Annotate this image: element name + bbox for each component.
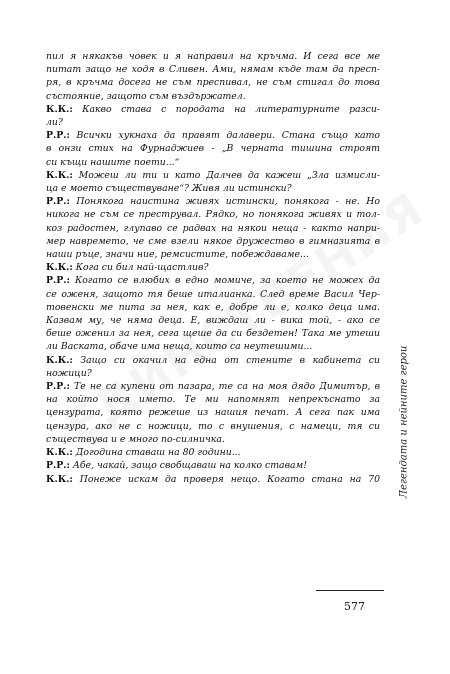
text-line bbox=[46, 169, 380, 182]
text-line bbox=[46, 248, 380, 261]
text-line bbox=[46, 354, 380, 367]
text-line bbox=[46, 261, 380, 274]
speaker-label: Р.Р.: bbox=[46, 275, 70, 287]
text-line bbox=[46, 473, 380, 486]
line-text: ли? bbox=[46, 117, 63, 129]
text-line bbox=[46, 446, 380, 459]
speaker-label: К.К.: bbox=[46, 354, 73, 366]
footer-rule bbox=[316, 590, 384, 591]
text-line bbox=[46, 156, 380, 169]
speaker-label: Р.Р.: bbox=[46, 460, 70, 472]
interview-text bbox=[46, 50, 380, 486]
speaker-label: Р.Р.: bbox=[46, 196, 70, 208]
line-text: Понеже искам да проверя нещо. Когато стана на 70 bbox=[72, 473, 380, 485]
line-text: беше оженил за нея, сега щеше да си бездетен! Така ме утеши bbox=[46, 328, 380, 340]
text-line bbox=[46, 195, 380, 208]
speaker-label: К.К.: bbox=[46, 103, 73, 115]
line-text: никога не съм се преструвал. Рядко, но понякога живях и тол- bbox=[46, 209, 380, 221]
line-text: пил я някакъв човек и я направил на кръчма. И сега все ме bbox=[46, 51, 380, 62]
line-text: Можеш ли ти и като Далчев да кажеш „Зла измисли- bbox=[72, 169, 380, 181]
text-line bbox=[46, 129, 380, 142]
text-line bbox=[46, 76, 380, 89]
text-line bbox=[46, 50, 380, 63]
line-text: ца е моето съществуване“? Живя ли истински? bbox=[46, 183, 292, 195]
line-text: Понякога наистина живях истински, понякога - не. Но bbox=[69, 196, 380, 208]
line-text: Догодина ставаш на 80 години... bbox=[72, 447, 241, 459]
line-text: Кога си бил най-щастлив? bbox=[72, 262, 209, 274]
speaker-label: К.К.: bbox=[46, 447, 73, 459]
line-text: състояние, защото съм въздържател. bbox=[46, 90, 246, 102]
line-text: товенски ме пита за нея, как е, добре ли е, колко деца има. bbox=[46, 301, 380, 313]
line-text: Казвам му, че няма деца. Е, виждаш ли - вика той, - ако се bbox=[46, 315, 380, 327]
line-text: цензура, ако не с ножици, то с внушения, с намеци, тя си bbox=[46, 420, 380, 432]
line-text: мер навремето, че сме взели някое дружество в гимназията в bbox=[46, 235, 380, 247]
line-text: коз радостен, глупаво се радвах на някои неща - както напри- bbox=[46, 222, 380, 234]
side-running-title: Легендата и нейните герои bbox=[398, 345, 410, 499]
line-text: питат защо не ходя в Сливен. Ами, нямам къде там да пресп- bbox=[46, 64, 380, 76]
text-line bbox=[46, 222, 380, 235]
text-line bbox=[46, 301, 380, 314]
line-text: Когато се влюбих в едно момиче, за което не можех да bbox=[69, 275, 380, 287]
line-text: ря, в кръчма досега не съм преспивал, не съм стигал до това bbox=[46, 77, 380, 89]
text-line bbox=[46, 142, 380, 155]
text-line bbox=[46, 90, 380, 103]
line-text: цензурата, която режеше из нашия печат. А сега пак има bbox=[46, 407, 380, 419]
line-text: Какво става с породата на литературните разси- bbox=[72, 103, 380, 115]
line-text: Защо си окачил на една от стените в кабинета си bbox=[72, 354, 380, 366]
text-line bbox=[46, 103, 380, 116]
text-line bbox=[46, 327, 380, 340]
line-text: Те не са купени от пазара, те са на моя дядо Димитър, в bbox=[69, 381, 380, 393]
text-line bbox=[46, 288, 380, 301]
line-text: Абе, чакай, защо свобщаваш на колко ставам! bbox=[69, 460, 307, 472]
line-text: в онзи стих на Фурнаджиев - „В черната тишина строят bbox=[46, 143, 380, 155]
speaker-label: К.К.: bbox=[46, 473, 73, 485]
text-line bbox=[46, 380, 380, 393]
line-text: съществува и е много по-силничка. bbox=[46, 433, 225, 445]
line-text: се оженя, защото тя беше италианка. След време Васил Чер- bbox=[46, 288, 380, 300]
text-line bbox=[46, 406, 380, 419]
text-line bbox=[46, 63, 380, 76]
text-line bbox=[46, 420, 380, 433]
text-line bbox=[46, 235, 380, 248]
line-text: си къщи нашите поети...“ bbox=[46, 156, 180, 168]
text-line bbox=[46, 340, 380, 353]
text-line bbox=[46, 314, 380, 327]
line-text: на който нося името. Те ми напомнят непрекъснато за bbox=[46, 394, 380, 406]
text-line bbox=[46, 274, 380, 287]
speaker-label: Р.Р.: bbox=[46, 381, 70, 393]
speaker-label: Р.Р.: bbox=[46, 130, 70, 142]
page-number: 577 bbox=[344, 600, 365, 613]
line-text: ли Васката, обаче има неща, които са неутешими... bbox=[46, 341, 313, 353]
line-text: ножици? bbox=[46, 367, 92, 379]
text-line bbox=[46, 433, 380, 446]
text-line bbox=[46, 459, 380, 472]
speaker-label: К.К.: bbox=[46, 169, 73, 181]
text-line bbox=[46, 393, 380, 406]
text-line bbox=[46, 182, 380, 195]
text-line bbox=[46, 367, 380, 380]
line-text: наши ръце, значи ние, ремсистите, побеждаваме... bbox=[46, 249, 309, 261]
text-line bbox=[46, 208, 380, 221]
line-text: Всички хукнаха да правят далавери. Стана също като bbox=[69, 130, 380, 142]
text-line bbox=[46, 116, 380, 129]
speaker-label: К.К.: bbox=[46, 262, 73, 274]
